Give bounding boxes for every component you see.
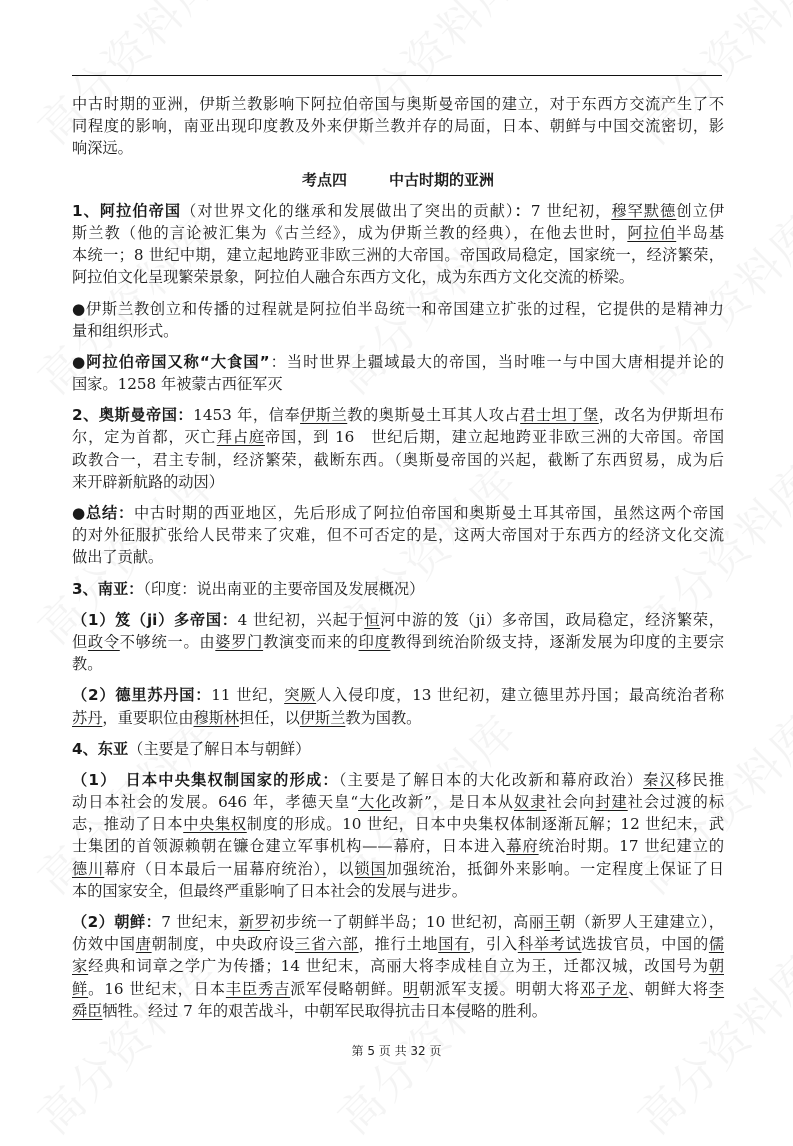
- text-segment: 不够统一。由: [119, 632, 216, 651]
- paragraph-korea: [72, 911, 724, 1022]
- text-segment: 选拔官员，中国的: [581, 935, 709, 954]
- text-segment: 担任，以: [239, 708, 300, 727]
- text-segment: 11 世纪，: [211, 686, 285, 705]
- section-number: 考点四: [301, 170, 347, 189]
- text-line: [72, 449, 724, 471]
- text-line: [72, 546, 724, 568]
- bold-label: （2）朝鲜：: [72, 913, 162, 932]
- text-segment: 阿拉伯文化呈现繁荣景象，阿拉伯人融合东西方文化，成为东西方文化交流的桥梁。: [72, 268, 634, 287]
- text-segment: 初步统一了朝鲜半岛；10 世纪初，高丽: [270, 913, 545, 932]
- text-segment: 7 世纪初，: [530, 201, 612, 220]
- text-segment: 统治时期。17 世纪建立的: [538, 837, 725, 856]
- bold-label: ：: [514, 201, 531, 220]
- key-term: 穆罕默德: [611, 201, 677, 220]
- text-segment: （印度：说出南亚的主要帝国及发展概况）: [143, 579, 425, 598]
- text-segment: ，重要职位由: [102, 708, 194, 727]
- key-term: 鲜: [72, 979, 89, 998]
- key-term: 伊斯兰: [299, 708, 346, 727]
- text-segment: 但: [72, 632, 88, 651]
- bold-label: （1）笈（ji）多帝国：: [72, 610, 238, 629]
- key-term: 穆斯林: [193, 708, 240, 727]
- section-heading: 中古时期的亚洲: [389, 170, 495, 189]
- paragraph-arab-empire: [72, 200, 724, 289]
- text-segment: ，改名为伊斯坦布: [598, 406, 725, 425]
- text-segment: 、朝鲜大将: [628, 979, 709, 998]
- text-segment: 半岛基: [676, 223, 725, 242]
- key-term: 明: [402, 979, 420, 998]
- text-line: [72, 373, 724, 395]
- text-segment: 中古时期的亚洲，伊斯兰教影响下阿拉伯帝国与奥斯曼帝国的建立，对于东西方交流产生了不: [72, 95, 724, 113]
- key-term: 君士坦丁堡: [520, 406, 599, 425]
- text-segment: 幕府（日本最后一届幕府统治），以: [104, 859, 355, 878]
- bold-label: 1、阿拉伯帝国: [72, 201, 182, 220]
- text-line: [72, 244, 724, 266]
- text-segment: 创立伊: [676, 201, 725, 220]
- text-line: [72, 320, 724, 342]
- paragraph-ottoman-empire: [72, 404, 724, 493]
- key-term: 恒: [364, 610, 381, 629]
- sections: [72, 200, 724, 1022]
- text-line: [72, 978, 724, 1000]
- bold-label: 4、东亚: [72, 739, 129, 758]
- text-segment: 移民推: [676, 770, 725, 789]
- key-term: 拜占庭: [216, 428, 265, 447]
- text-line: [72, 502, 724, 524]
- text-line: [72, 813, 724, 835]
- text-segment: 尔，定为首都，灭亡: [72, 428, 217, 447]
- text-line: [72, 707, 724, 729]
- text-line: [72, 351, 724, 373]
- paragraph-east-asia: [72, 738, 724, 760]
- text-segment: 加强统治，抵御外来影响。一定程度上保证了日: [386, 859, 725, 878]
- key-term: 大化: [358, 793, 392, 812]
- text-line: [72, 1000, 724, 1022]
- text-line: [72, 769, 724, 791]
- key-term: 朝: [708, 957, 724, 976]
- text-line: [72, 524, 724, 546]
- text-line: [72, 738, 724, 760]
- text-segment: 河中游的笈（ji）多帝国，政局稳定，经济繁荣，: [380, 610, 724, 629]
- text-line: [72, 222, 724, 244]
- text-segment: 1453 年，信奉: [193, 406, 301, 425]
- text-line: [72, 200, 724, 222]
- text-segment: 本的国家安全，但最终严重影响了日本社会的发展与进步。: [72, 881, 467, 900]
- text-segment: 4 世纪初，兴起于: [237, 610, 365, 629]
- bold-label: （1） 日本中央集权制国家的形成：: [72, 770, 339, 789]
- text-line: [72, 426, 724, 448]
- text-segment: 教的奥斯曼土耳其人攻占: [347, 406, 521, 425]
- text-segment: 响深远。: [72, 139, 133, 158]
- text-segment: 7 世纪末，: [161, 913, 239, 932]
- key-term: 奴隶: [514, 793, 547, 812]
- section-title: [72, 169, 724, 191]
- key-term: 苏丹: [72, 708, 103, 727]
- text-line: [72, 653, 724, 675]
- text-segment: 社会过渡的标: [627, 793, 725, 812]
- paragraph-gupta: [72, 609, 724, 676]
- text-segment: 教。: [72, 655, 103, 674]
- key-term: 家: [72, 957, 89, 976]
- text-line: [72, 933, 724, 955]
- key-term: 封建: [595, 793, 628, 812]
- key-term: 邓子龙: [580, 979, 629, 998]
- key-term: 婆罗门: [215, 632, 264, 651]
- text-line: [72, 911, 724, 933]
- key-term: 儒: [708, 935, 725, 954]
- text-line: [72, 791, 724, 813]
- text-segment: 中古时期的西亚地区，先后形成了阿拉伯帝国和奥斯曼土耳其帝国，虽然这两个帝国: [133, 504, 725, 523]
- text-line: [72, 880, 724, 902]
- text-segment: （对世界文化的继承和发展做出了突出的贡献）: [181, 201, 515, 220]
- key-term: 王: [544, 913, 561, 932]
- key-term: 伊斯兰: [300, 406, 348, 425]
- text-segment: 教得到统治阶级支持，逐渐发展为印度的主要宗: [390, 632, 725, 651]
- key-term: 国有: [438, 935, 471, 954]
- text-line: [72, 115, 724, 137]
- text-segment: 仿效中国: [72, 935, 136, 954]
- text-segment: 同程度的影响，南亚出现印度教及外来伊斯兰教并存的局面，日本、朝鲜与中国交流密切，影: [72, 117, 724, 136]
- key-term: 阿拉伯: [627, 223, 677, 242]
- text-segment: 帝国，到 16 世纪后期，建立起地跨亚非欧三洲的大帝国。帝国: [264, 428, 725, 447]
- text-segment: （主要是了解日本与朝鲜）: [128, 739, 311, 758]
- text-segment: 社会向: [546, 793, 596, 812]
- key-term: 秦汉: [643, 770, 676, 789]
- key-term: 李: [708, 979, 725, 998]
- document-body: [72, 93, 724, 1031]
- key-term: 政令: [87, 632, 120, 651]
- text-segment: ，引入: [470, 935, 518, 954]
- text-segment: 志，推动了日本: [72, 815, 184, 834]
- text-line: [72, 578, 724, 600]
- text-segment: 动日本社会的发展。646 年，孝德天皇“: [72, 793, 359, 812]
- key-term: 科举考试: [517, 935, 582, 954]
- text-line: [72, 137, 724, 159]
- key-term: 锁国: [354, 859, 387, 878]
- text-segment: （主要是了解日本的大化改新和幕府政治）: [338, 770, 644, 789]
- paragraph-dashi-bullet: [72, 351, 724, 395]
- key-term: 丰臣秀吉: [225, 979, 291, 998]
- text-line: [72, 835, 724, 857]
- text-line: [72, 93, 724, 115]
- text-segment: 斯兰教（他的言论被汇集为《古兰经》，成为伊斯兰教的经典），在他去世时，: [72, 223, 628, 242]
- header-rule: [72, 75, 722, 76]
- text-line: [72, 266, 724, 288]
- text-segment: 本统一；8 世纪中期，建立起地跨亚非欧三洲的大帝国。帝国政局稳定，国家统一，经济繁荣，: [72, 246, 724, 265]
- bold-label: （2）德里苏丹国：: [72, 686, 212, 705]
- text-segment: 朝派军支援。明朝大将: [419, 979, 581, 998]
- key-term: 德川: [72, 859, 105, 878]
- paragraph-japan: [72, 769, 724, 902]
- text-segment: ：当时世界上疆域最大的帝国，当时唯一与中国大唐相提并论的: [269, 352, 725, 371]
- text-segment: 人入侵印度，13 世纪初，建立德里苏丹国；最高统治者称: [316, 686, 725, 705]
- text-line: [72, 858, 724, 880]
- key-term: 印度: [358, 632, 391, 651]
- text-segment: 朝制度，中央政府设: [151, 935, 295, 954]
- paragraph-south-asia: [72, 578, 724, 600]
- text-segment: 做出了贡献。: [72, 548, 164, 567]
- text-line: [72, 404, 724, 426]
- bold-label: 3、南亚：: [72, 579, 144, 598]
- text-segment: 经典和词章之学广为传播；14 世纪末，高丽大将李成桂自立为王，迁都汉城，改国号为: [88, 957, 709, 976]
- text-segment: 制度的形成。10 世纪，日本中央集权体制逐渐瓦解；12 世纪末，武: [246, 815, 725, 834]
- key-term: 唐: [135, 935, 152, 954]
- paragraph-summary: [72, 502, 724, 569]
- intro-paragraph: [72, 93, 724, 160]
- text-line: [72, 609, 724, 631]
- text-segment: 政教合一，君主专制，经济繁荣，截断东西。（奥斯曼帝国的兴起，截断了东西贸易，成为后: [72, 450, 724, 469]
- bold-label: ●阿拉伯帝国又称“大食国”: [72, 352, 270, 371]
- text-segment: ●伊斯兰教创立和传播的过程就是阿拉伯半岛统一和帝国建立扩张的过程，它提供的是精神力: [72, 299, 724, 318]
- text-segment: 。16 世纪末，日本: [88, 979, 226, 998]
- text-segment: 国家。1258 年被蒙古西征军灭: [72, 375, 283, 394]
- text-line: [72, 471, 724, 493]
- text-segment: 教为国教。: [345, 708, 422, 727]
- key-term: 三省六部: [294, 935, 359, 954]
- text-segment: 量和组织形式。: [72, 321, 179, 340]
- text-line: [72, 298, 724, 320]
- paragraph-islam-bullet: [72, 298, 724, 342]
- page-footer: 第 5 页 共 32 页: [351, 1044, 442, 1058]
- text-segment: 士集团的首领源赖朝在镰仓建立军事机构——幕府，日本进入: [72, 837, 507, 856]
- text-line: [72, 684, 724, 706]
- text-segment: 的对外征服扩张给人民带来了灾难，但不可否定的是，这两大帝国对于东西方的经济文化交流: [72, 526, 724, 545]
- text-segment: 牺牲。经过 7 年的艰苦战斗，中朝军民取得抗击日本侵略的胜利。: [102, 1001, 547, 1020]
- key-term: 舜臣: [72, 1001, 103, 1020]
- bold-label: ●总结：: [72, 504, 134, 523]
- key-term: 突厥: [284, 686, 317, 705]
- text-segment: 教演变而来的: [263, 632, 359, 651]
- text-line: [72, 631, 724, 653]
- text-segment: ，推行土地: [358, 935, 439, 954]
- key-term: 中央集权: [183, 815, 247, 834]
- paragraph-delhi: [72, 684, 724, 728]
- key-term: 新罗: [238, 913, 270, 932]
- text-segment: 来开辟新航路的动因）: [72, 472, 224, 491]
- bold-label: 2、奥斯曼帝国：: [72, 406, 194, 425]
- text-segment: 改新”，是日本从: [391, 793, 515, 812]
- text-segment: 朝（新罗人王建建立），: [560, 913, 724, 932]
- text-segment: 派军侵略朝鲜。: [290, 979, 403, 998]
- key-term: 幕府: [506, 837, 539, 856]
- text-line: [72, 955, 724, 977]
